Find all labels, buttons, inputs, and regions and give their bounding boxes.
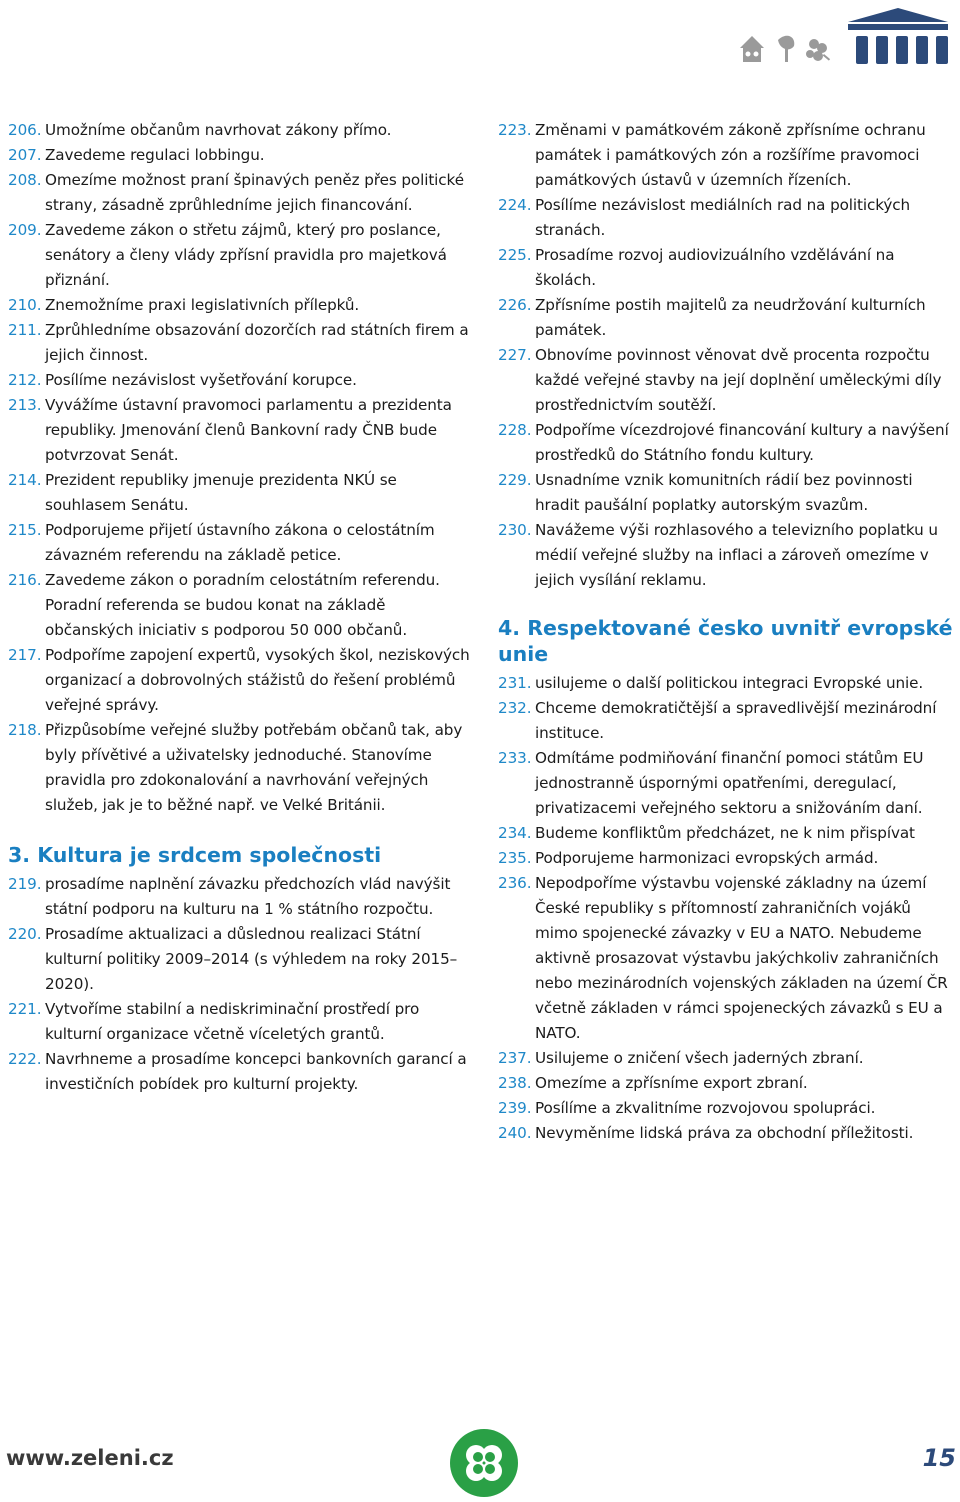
footer-url[interactable]: www.zeleni.cz	[6, 1446, 174, 1470]
item-text: Podpoříme zapojení expertů, vysokých škol, neziskových organizací a dobrovolných stážistů do řešení problémů veřejné správy.	[45, 646, 470, 714]
list-item	[8, 118, 470, 143]
item-text: Změnami v památkovém zákoně zpřísníme ochranu památek i památkových zón a rozšíříme pravomoci památkových ústavů v územních řízeních.	[535, 121, 926, 189]
item-number: 224.	[498, 196, 532, 214]
family-icon	[740, 36, 764, 62]
item-number: 223.	[498, 121, 532, 139]
list-item	[498, 193, 956, 243]
list-item	[8, 872, 470, 922]
list-item	[8, 997, 470, 1047]
item-number: 217.	[8, 646, 42, 664]
item-text: Podporujeme harmonizaci evropských armád.	[535, 849, 879, 867]
list-item	[498, 343, 956, 418]
item-text: Přizpůsobíme veřejné služby potřebám občanů tak, aby byly přívětivé a uživatelsky jednoduché. Stanovíme pravidla pro zdokonalování a navrhování veřejných služeb, jak je to běžné např. ve Velké Británii.	[45, 721, 463, 814]
list-item	[8, 568, 470, 643]
list-item	[8, 643, 470, 718]
right-column	[498, 118, 956, 1146]
item-number: 212.	[8, 371, 42, 389]
item-text: Posílíme nezávislost mediálních rad na politických stranách.	[535, 196, 911, 239]
item-number: 225.	[498, 246, 532, 264]
item-number: 234.	[498, 824, 532, 842]
item-number: 218.	[8, 721, 42, 739]
item-text: Navrhneme a prosadíme koncepci bankovních garancí a investičních pobídek pro kulturní projekty.	[45, 1050, 467, 1093]
item-text: Prezident republiky jmenuje prezidenta NKÚ se souhlasem Senátu.	[45, 471, 397, 514]
item-number: 233.	[498, 749, 532, 767]
item-number: 213.	[8, 396, 42, 414]
item-number: 211.	[8, 321, 42, 339]
item-number: 239.	[498, 1099, 532, 1117]
item-text: Zprůhledníme obsazování dozorčích rad státních firem a jejich činnost.	[45, 321, 469, 364]
item-text: Vyvážíme ústavní pravomoci parlamentu a prezidenta republiky. Jmenování členů Bankovní rady ČNB bude potvrzovat Senát.	[45, 396, 452, 464]
item-number: 229.	[498, 471, 532, 489]
list-item	[8, 1047, 470, 1097]
list-item	[498, 846, 956, 871]
item-text: Omezíme a zpřísníme export zbraní.	[535, 1074, 808, 1092]
list-item	[8, 143, 470, 168]
list-item	[8, 368, 470, 393]
item-number: 210.	[8, 296, 42, 314]
item-number: 222.	[8, 1050, 42, 1068]
list-item	[498, 243, 956, 293]
left-column	[8, 118, 470, 1097]
list-item	[8, 393, 470, 468]
item-number: 207.	[8, 146, 42, 164]
list-item	[498, 118, 956, 193]
right-item-list	[498, 118, 956, 593]
item-text: Usnadníme vznik komunitních rádií bez povinnosti hradit paušální poplatky autorským svazům.	[535, 471, 913, 514]
flower-icon	[806, 39, 830, 61]
list-item	[8, 318, 470, 368]
item-number: 214.	[8, 471, 42, 489]
item-text: Budeme konfliktům předcházet, ne k nim přispívat	[535, 824, 915, 842]
list-item	[8, 518, 470, 568]
item-text: Usilujeme o zničení všech jaderných zbraní.	[535, 1049, 864, 1067]
item-number: 208.	[8, 171, 42, 189]
item-text: Znemožníme praxi legislativních přílepků.	[45, 296, 360, 314]
item-number: 219.	[8, 875, 42, 893]
list-item	[498, 1046, 956, 1071]
item-text: Zpřísníme postih majitelů za neudržování kulturních památek.	[535, 296, 926, 339]
header-icons-graphic	[730, 4, 960, 74]
list-item	[498, 1121, 956, 1146]
item-number: 240.	[498, 1124, 532, 1142]
list-item	[8, 468, 470, 518]
page-number: 15	[922, 1444, 956, 1472]
list-item	[498, 418, 956, 468]
section-3-item-list	[8, 872, 470, 1097]
item-number: 206.	[8, 121, 42, 139]
item-text: Zavedeme regulaci lobbingu.	[45, 146, 265, 164]
list-item	[498, 671, 956, 696]
item-number: 230.	[498, 521, 532, 539]
list-item	[498, 468, 956, 518]
item-text: Nepodpoříme výstavbu vojenské základny na území České republiky s přítomností zahraničních vojáků mimo spojenecké závazky v EU a NATO. Nebudeme aktivně prosazovat výstavbu jakýchkoliv zahraničních nebo mezinárodních vojenských základen na území ČR včetně základen v rámci spojeneckých závazků s EU a NATO.	[535, 874, 948, 1042]
item-number: 231.	[498, 674, 532, 692]
item-text: prosadíme naplnění závazku předchozích vlád navýšit státní podporu na kulturu na 1 % státního rozpočtu.	[45, 875, 451, 918]
item-number: 227.	[498, 346, 532, 364]
item-text: Odmítáme podmiňování finanční pomoci státům EU jednostranně úspornými opatřeními, deregulací, privatizacemi veřejného sektoru a snižováním daní.	[535, 749, 924, 817]
item-number: 221.	[8, 1000, 42, 1018]
list-item	[498, 821, 956, 846]
item-number: 238.	[498, 1074, 532, 1092]
item-text: Podporujeme přijetí ústavního zákona o celostátním závazném referendu na základě petice.	[45, 521, 435, 564]
item-text: Chceme demokratičtější a spravedlivější mezinárodní instituce.	[535, 699, 937, 742]
section-3-title: 3. Kultura je srdcem společnosti	[8, 843, 382, 867]
item-text: Zavedeme zákon o poradním celostátním referendu. Poradní referenda se budou konat na základě občanských iniciativ s podporou 50 000 občanů.	[45, 571, 440, 639]
item-text: Zavedeme zákon o střetu zájmů, který pro poslance, senátory a členy vlády zpřísní pravidla pro majetková přiznání.	[45, 221, 447, 289]
item-number: 235.	[498, 849, 532, 867]
item-text: usilujeme o další politickou integraci Evropské unie.	[535, 674, 924, 692]
section-4-title: 4. Respektované česko uvnitř evropské unie	[498, 616, 953, 666]
list-item	[8, 168, 470, 218]
item-number: 232.	[498, 699, 532, 717]
item-number: 226.	[498, 296, 532, 314]
header-icons	[730, 4, 960, 74]
item-text: Podpoříme vícezdrojové financování kultury a navýšení prostředků do Státního fondu kultury.	[535, 421, 949, 464]
list-item	[498, 1096, 956, 1121]
list-item	[498, 871, 956, 1046]
item-number: 216.	[8, 571, 42, 589]
list-item	[498, 1071, 956, 1096]
list-item	[8, 718, 470, 818]
item-text: Posílíme nezávislost vyšetřování korupce.	[45, 371, 357, 389]
item-text: Prosadíme aktualizaci a důslednou realizaci Státní kulturní politiky 2009–2014 (s výhledem na roky 2015–2020).	[45, 925, 458, 993]
item-text: Obnovíme povinnost věnovat dvě procenta rozpočtu každé veřejné stavby na její doplnění uměleckými díly prostřednictvím soutěží.	[535, 346, 942, 414]
item-text: Prosadíme rozvoj audiovizuálního vzdělávání na školách.	[535, 246, 895, 289]
clover-logo-icon	[449, 1428, 519, 1498]
item-number: 236.	[498, 874, 532, 892]
item-number: 215.	[8, 521, 42, 539]
list-item	[8, 293, 470, 318]
list-item	[498, 696, 956, 746]
item-text: Navážeme výši rozhlasového a televizního poplatku u médií veřejné služby na inflaci a zároveň omezíme v jejich vysílání reklamu.	[535, 521, 938, 589]
item-number: 237.	[498, 1049, 532, 1067]
left-item-list	[8, 118, 470, 818]
item-text: Posílíme a zkvalitníme rozvojovou spolupráci.	[535, 1099, 876, 1117]
parliament-icon	[848, 8, 948, 64]
item-text: Omezíme možnost praní špinavých peněz přes politické strany, zásadně zprůhledníme jejich financování.	[45, 171, 464, 214]
list-item	[498, 746, 956, 821]
item-number: 228.	[498, 421, 532, 439]
item-number: 220.	[8, 925, 42, 943]
item-text: Nevyměníme lidská práva za obchodní příležitosti.	[535, 1124, 914, 1142]
item-text: Umožníme občanům navrhovat zákony přímo.	[45, 121, 392, 139]
item-number: 209.	[8, 221, 42, 239]
section-4-item-list	[498, 671, 956, 1146]
leaf-icon	[778, 36, 794, 62]
list-item	[8, 922, 470, 997]
list-item	[498, 293, 956, 343]
list-item	[8, 218, 470, 293]
item-text: Vytvoříme stabilní a nediskriminační prostředí pro kulturní organizace včetně víceletých grantů.	[45, 1000, 420, 1043]
list-item	[498, 518, 956, 593]
